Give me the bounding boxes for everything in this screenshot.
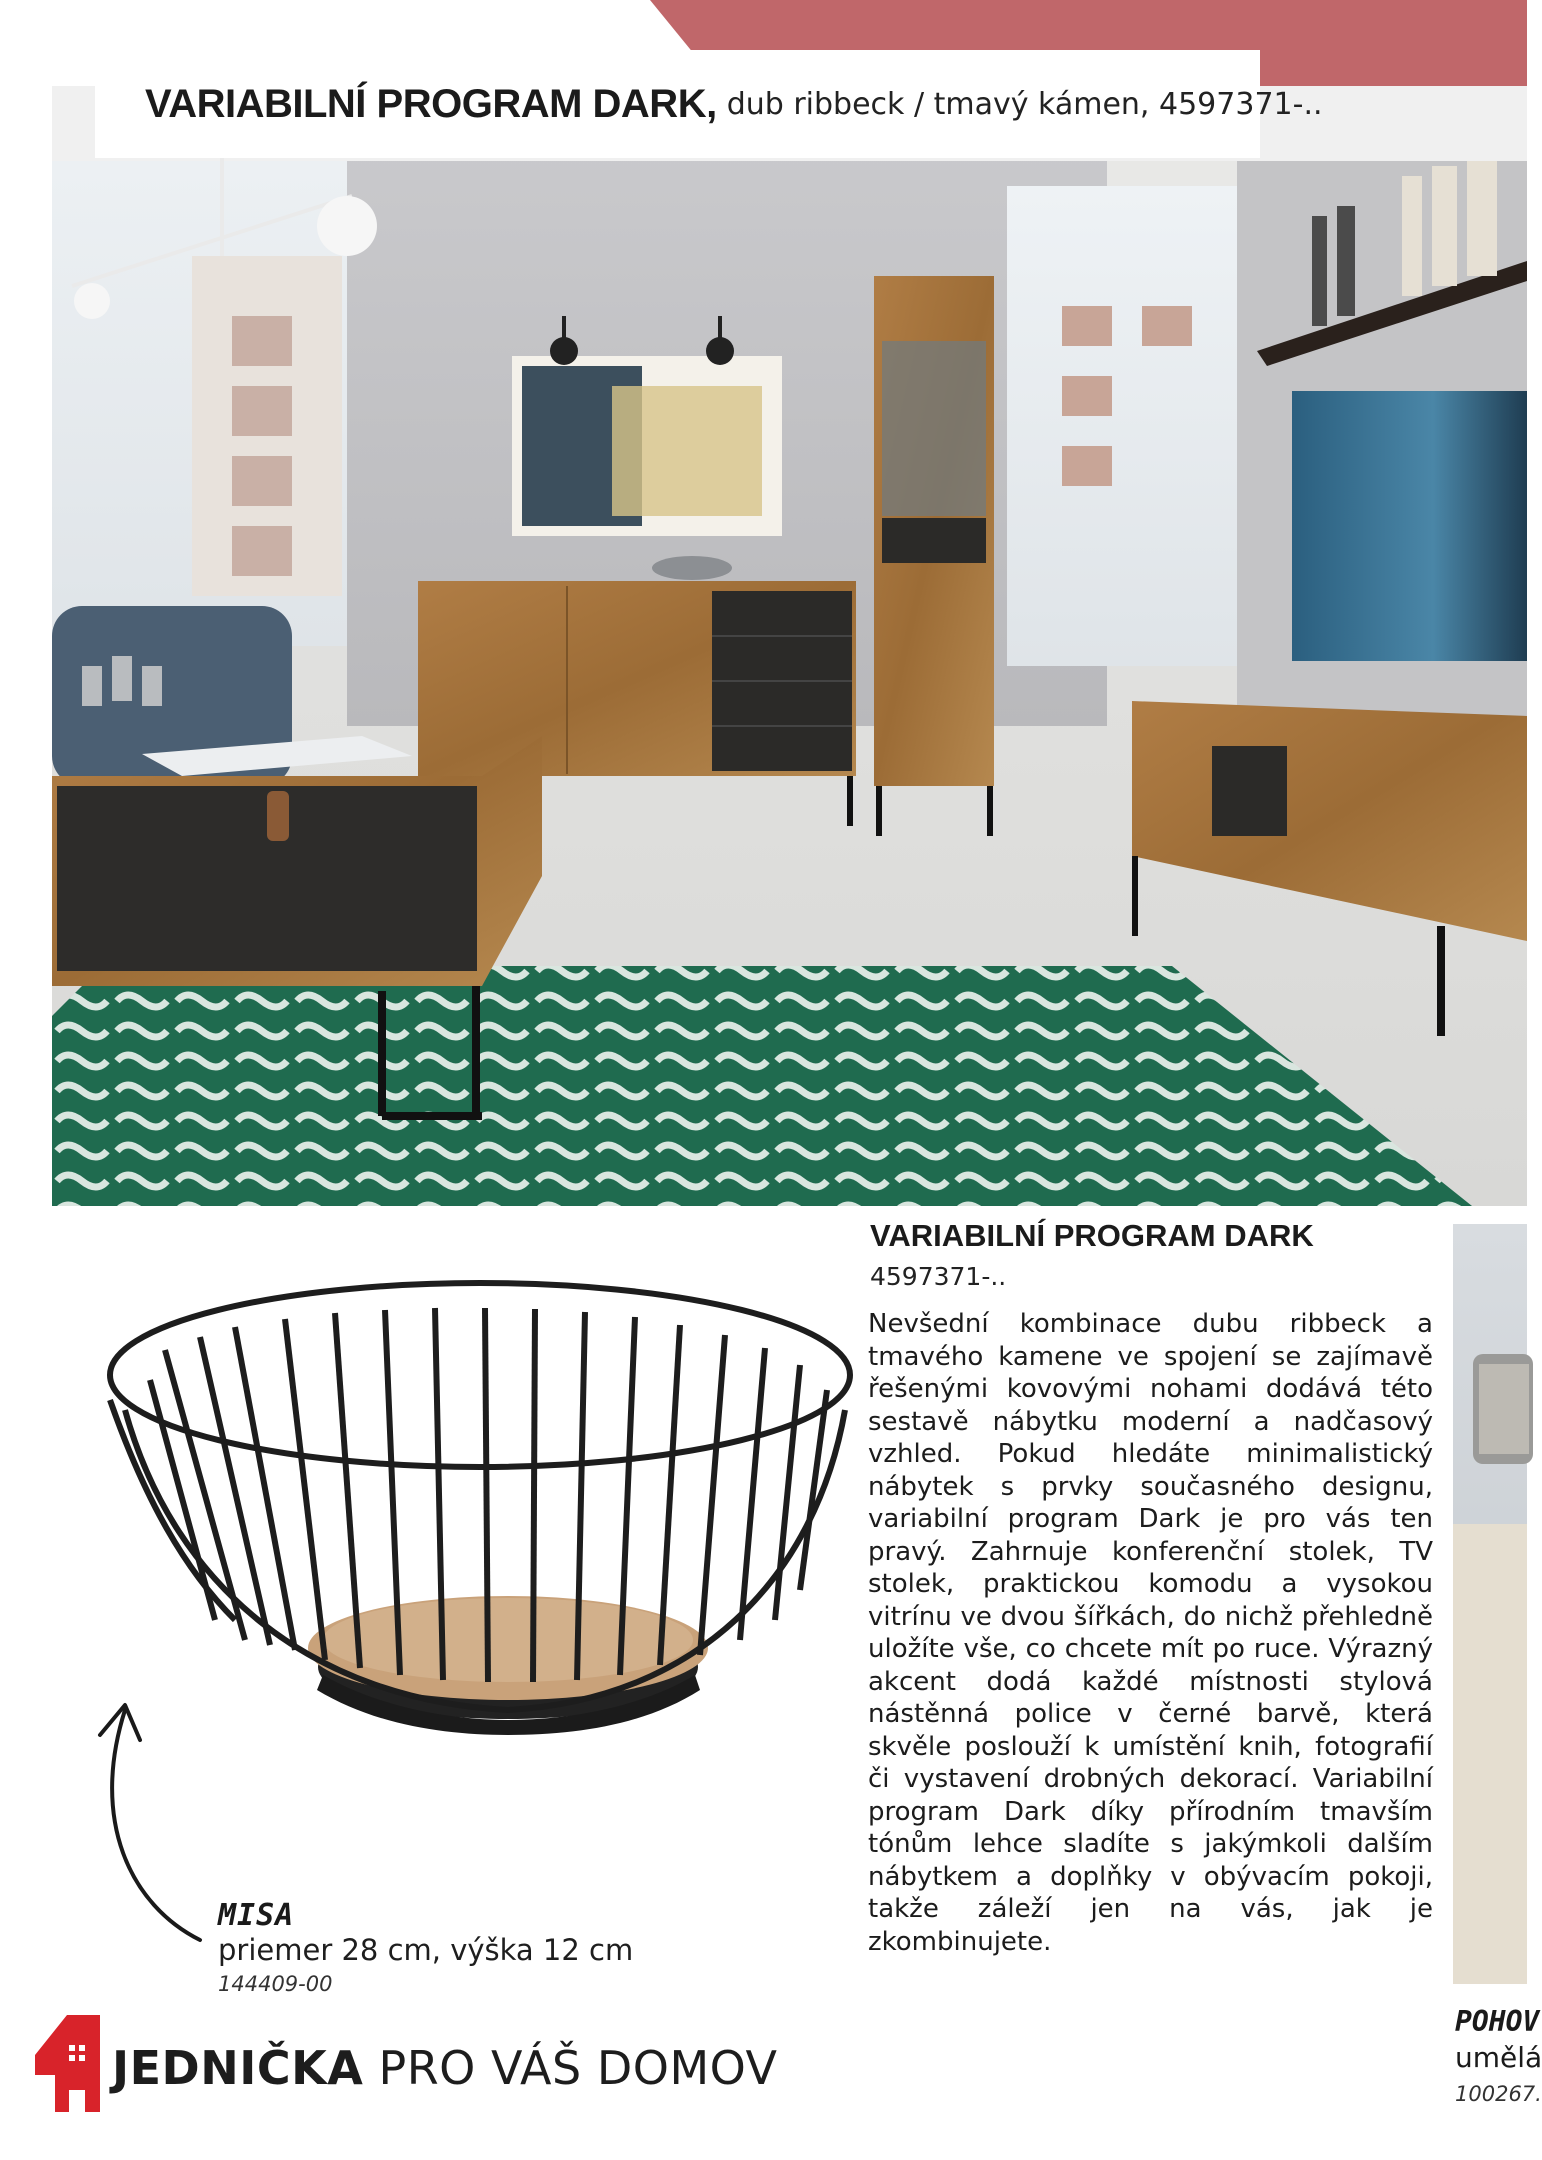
program-description: Nevšední kombinace dubu ribbeck a tmavého kamene ve spojení se zajímavě řešenými kovovými nohami dodává této sestavě nábytku moderní a nadčasový vzhled. Pokud hledáte minimalistický nábytek s prvky současného designu, variabilní program Dark je pro vás ten pravý. Zahrnuje konferenční stolek, TV stolek, praktickou komodu a vysokou vitrínu ve dvou šířkách, do nichž přehledně uložíte vše, co chcete mít po ruce. Výrazný akcent dodá každé místnosti stylová nástěnná police v černé barvě, která skvěle poslouží k umístění knih, fotografií či vystavení drobných dekorací. Variabilní program Dark díky přírodním tmavším tónům lehce sladíte s jakýmkoli dalším nábytkem a doplňky v obývacím pokoji, takže záleží jen na vás, jak je zkombinujete. xyxy=(868,1309,1433,1957)
house-number-one-logo-icon xyxy=(35,2015,100,2112)
header-title-box xyxy=(95,50,1323,158)
living-room-furniture-photo-icon xyxy=(52,86,1527,1206)
footer-brand-bold: JEDNIČKA xyxy=(112,2041,364,2095)
side-product-code: 100267. xyxy=(1455,2082,1542,2106)
side-product-description: umělá xyxy=(1455,2041,1542,2074)
footer-brand-rest: PRO VÁŠ DOMOV xyxy=(378,2041,778,2095)
program-code: 4597371-.. xyxy=(870,1262,1007,1291)
bowl-product-description: priemer 28 cm, výška 12 cm xyxy=(218,1933,634,1967)
bowl-product-name: MISA xyxy=(218,1898,295,1933)
header-title-rest: dub ribbeck / tmavý kámen, 4597371-.. xyxy=(726,86,1323,122)
header-title-bold: VARIABILNÍ PROGRAM DARK, xyxy=(145,81,717,126)
footer-brand xyxy=(112,2041,778,2095)
side-product-name: POHOV xyxy=(1455,2005,1540,2038)
program-title: VARIABILNÍ PROGRAM DARK xyxy=(870,1218,1314,1253)
side-product-photo xyxy=(1453,1224,1527,1984)
hero-photo xyxy=(52,86,1527,1206)
bowl-product-code: 144409-00 xyxy=(218,1972,333,1996)
